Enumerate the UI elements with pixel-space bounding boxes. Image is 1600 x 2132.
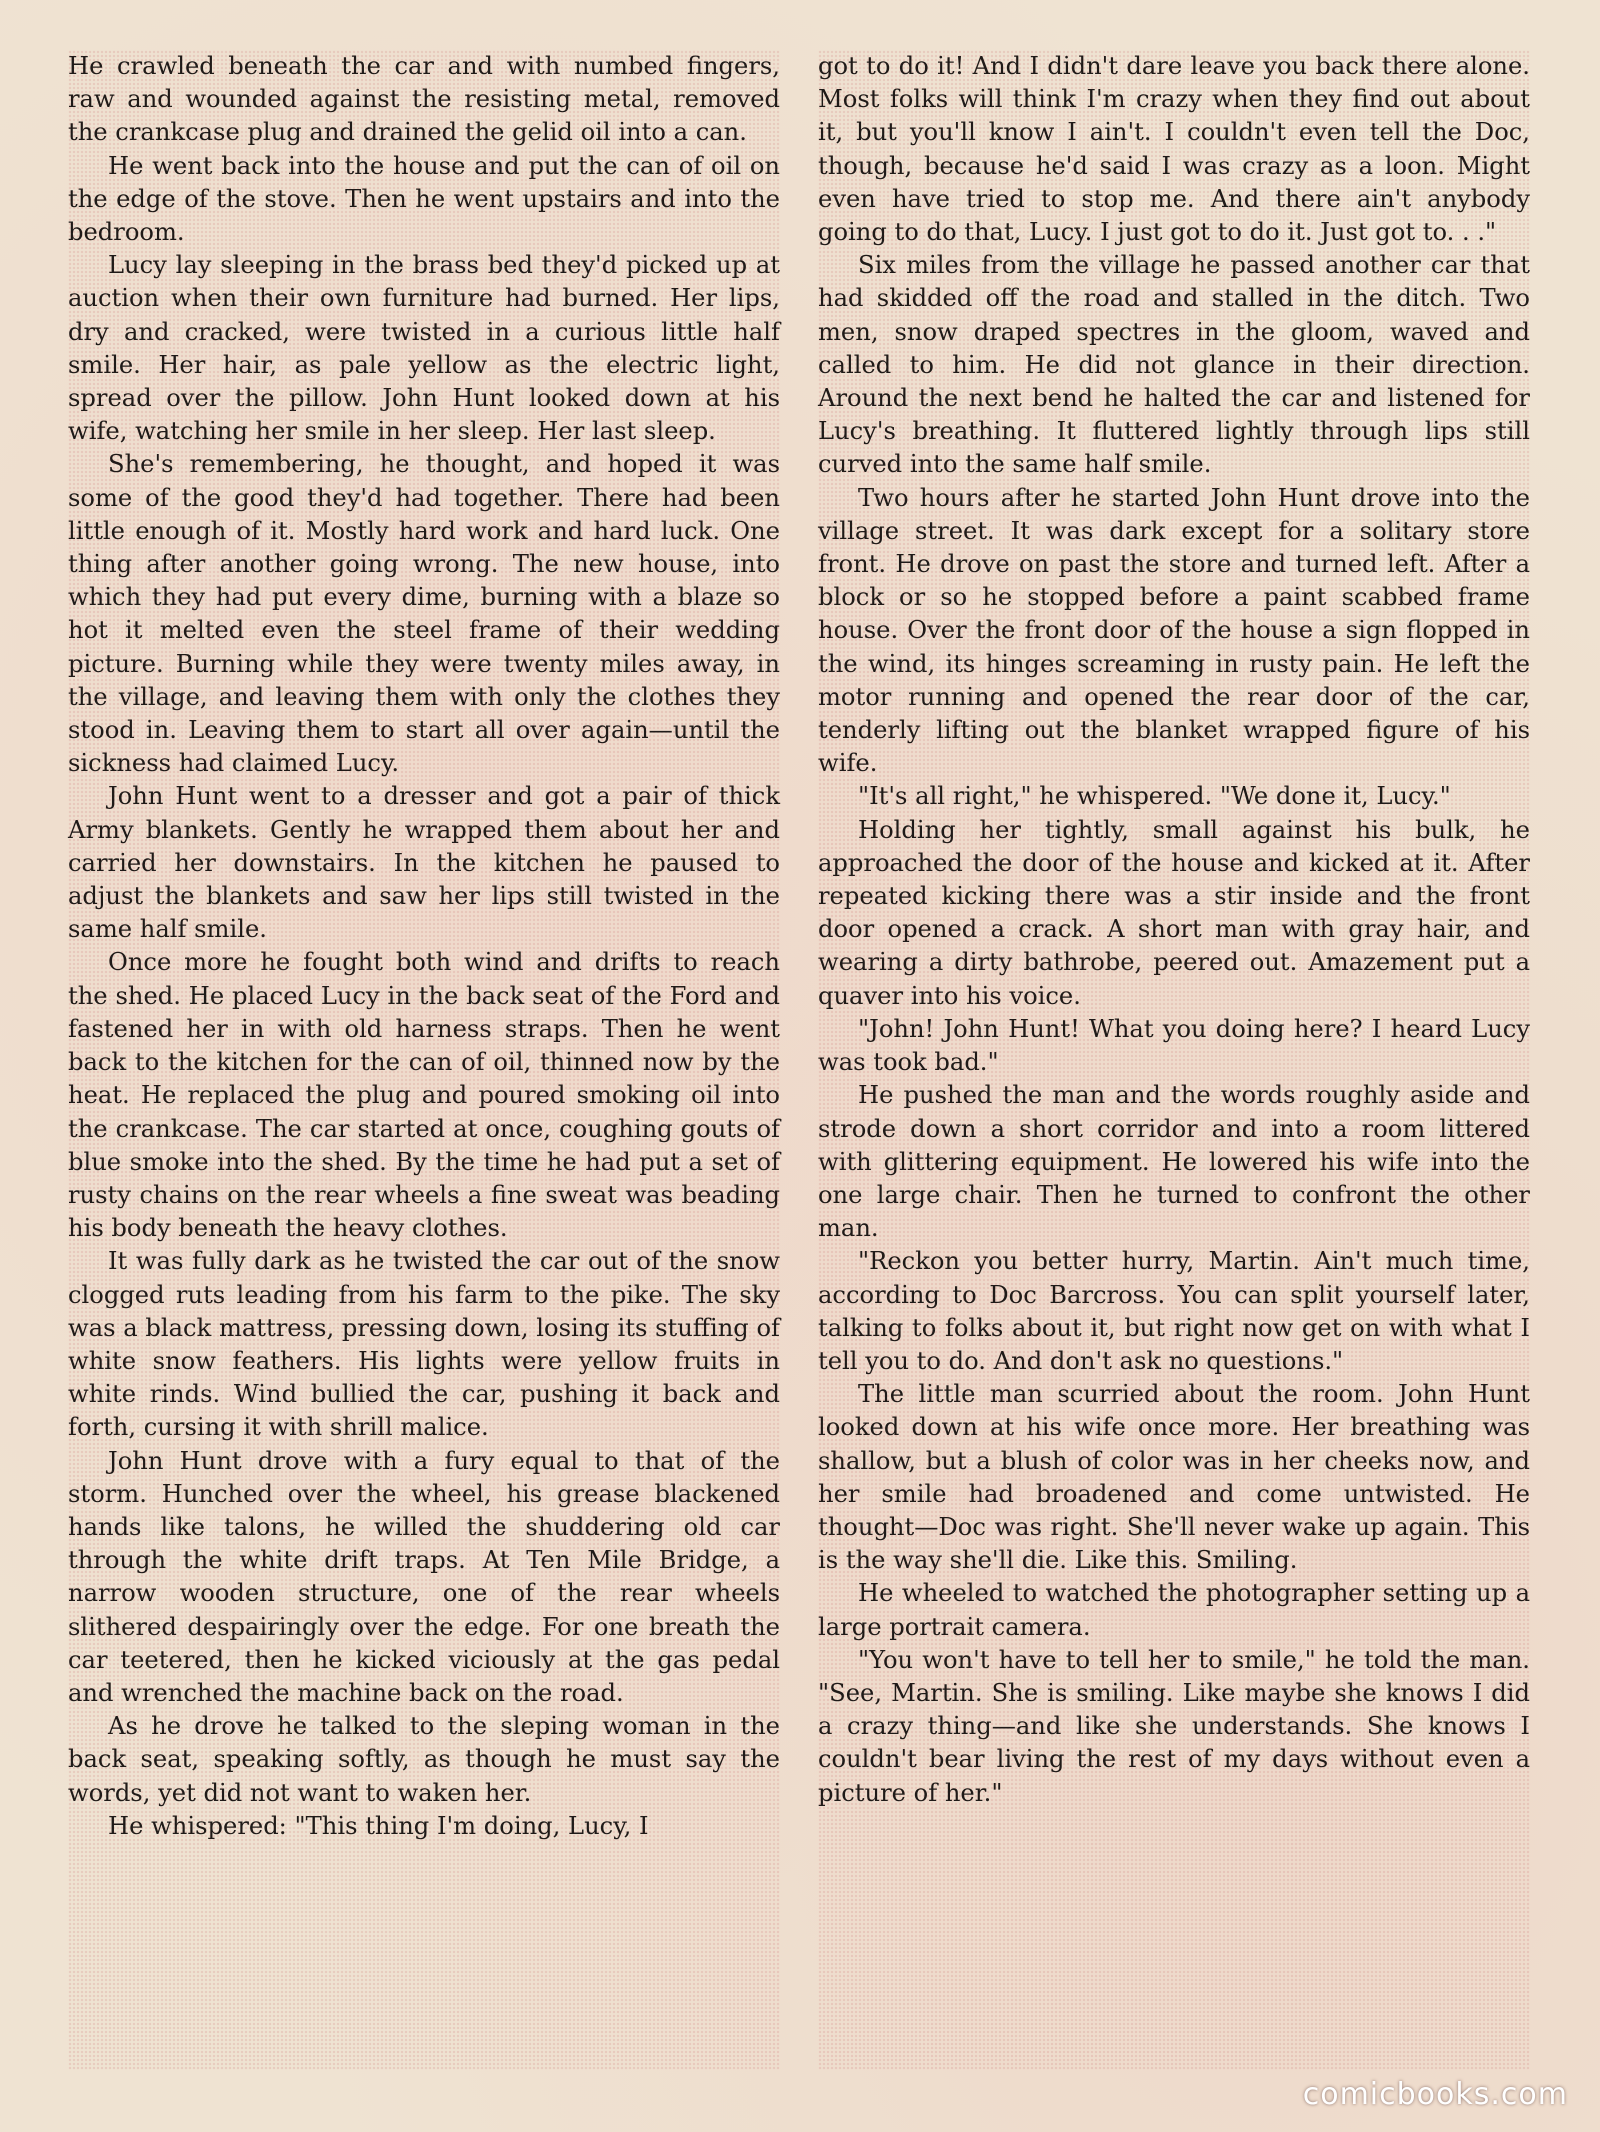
paragraph: He pushed the man and the words roughly aside and strode down a short corridor and into a room littered with glittering equipment. He lowered his wife into the one large chair. Then he turned to confront the other man. [818, 1081, 1530, 1243]
paragraph: John Hunt drove with a fury equal to that of the storm. Hunched over the wheel, his grease blackened hands like talons, he willed the shuddering old car through the white drift traps. At Ten Mile Bridge, a narrow wooden structure, one of the rear wheels slithered despairingly over the edge. For one breath the car teetered, then he kicked viciously at the gas pedal and wrenched the machine back on the road. [68, 1446, 780, 1707]
right-text-column [818, 50, 1530, 2070]
paragraph: Six miles from the village he passed another car that had skidded off the road and stalled in the ditch. Two men, snow draped spectres in the gloom, waved and called to him. He did not glance in their direction. Around the next bend he halted the car and listened for Lucy's breathing. It fluttered lightly through lips still curved into the same half smile. [818, 251, 1530, 479]
paragraph: She's remembering, he thought, and hoped it was some of the good they'd had together. There had been little enough of it. Mostly hard work and hard luck. One thing after another going wrong. The new house, into which they had put every dime, burning with a blaze so hot it melted even the steel frame of their wedding picture. Burning while they were twenty miles away, in the village, and leaving them with only the clothes they stood in. Leaving them to start all over again—until the sickness had claimed Lucy. [68, 450, 780, 778]
paragraph: "You won't have to tell her to smile," he told the man. "See, Martin. She is smiling. Like maybe she knows I did a crazy thing—and like she understands. She knows I couldn't bear living the rest of my days without even a picture of her." [818, 1645, 1530, 1807]
paragraph: He went back into the house and put the can of oil on the edge of the stove. Then he went upstairs and into the bedroom. [68, 151, 780, 247]
paragraph: got to do it! And I didn't dare leave you back there alone. Most folks will think I'm crazy when they find out about it, but you'll know I ain't. I couldn't even tell the Doc, though, because he'd said I was crazy as a loon. Might even have tried to stop me. And there ain't anybody going to do that, Lucy. I just got to do it. Just got to. . ." [818, 52, 1530, 247]
paragraph: He crawled beneath the car and with numbed fingers, raw and wounded against the resisting metal, removed the crankcase plug and drained the gelid oil into a can. [68, 52, 780, 147]
paragraph: The little man scurried about the room. John Hunt looked down at his wife once more. Her breathing was shallow, but a blush of color was in her cheeks now, and her smile had broadened and come untwisted. He thought—Doc was right. She'll never wake up again. This is the way she'll die. Like this. Smiling. [818, 1380, 1530, 1575]
paragraph: Holding her tightly, small against his bulk, he approached the door of the house and kicked at it. After repeated kicking there was a stir inside and the front door opened a crack. A short man with gray hair, and wearing a dirty bathrobe, peered out. Amazement put a quaver into his voice. [818, 815, 1530, 1010]
paragraph: "It's all right," he whispered. "We done it, Lucy." [858, 782, 1451, 811]
paragraph: "John! John Hunt! What you doing here? I heard Lucy was took bad." [818, 1014, 1530, 1077]
paragraph: Once more he fought both wind and drifts to reach the shed. He placed Lucy in the back seat of the Ford and fastened her in with old harness straps. Then he went back to the kitchen for the can of oil, thinned now by the heat. He replaced the plug and poured smoking oil into the crankcase. The car started at once, coughing gouts of blue smoke into the shed. By the time he had put a set of rusty chains on the rear wheels a fine sweat was beading his body beneath the heavy clothes. [68, 948, 780, 1243]
paragraph: Two hours after he started John Hunt drove into the village street. It was dark except for a solitary store front. He drove on past the store and turned left. After a block or so he stopped before a paint scabbed frame house. Over the front door of the house a sign flopped in the wind, its hinges screaming in rusty pain. He left the motor running and opened the rear door of the car, tenderly lifting out the blanket wrapped figure of his wife. [818, 483, 1530, 778]
site-watermark: comicbooks.com [1302, 2077, 1568, 2112]
paragraph: Lucy lay sleeping in the brass bed they'd picked up at auction when their own furniture had burned. Her lips, dry and cracked, were twisted in a curious little half smile. Her hair, as pale yellow as the electric light, spread over the pillow. John Hunt looked down at his wife, watching her smile in her sleep. Her last sleep. [68, 251, 780, 446]
left-text-column [68, 50, 780, 2070]
paragraph: He whispered: "This thing I'm doing, Lucy, I [108, 1811, 649, 1840]
paragraph: "Reckon you better hurry, Martin. Ain't much time, according to Doc Barcross. You can split yourself later, talking to folks about it, but right now get on with what I tell you to do. And don't ask no questions." [818, 1247, 1530, 1375]
paragraph: He wheeled to watched the photographer setting up a large portrait camera. [818, 1579, 1530, 1641]
paragraph: John Hunt went to a dresser and got a pair of thick Army blankets. Gently he wrapped them about her and carried her downstairs. In the kitchen he paused to adjust the blankets and saw her lips still twisted in the same half smile. [68, 782, 780, 944]
paragraph: As he drove he talked to the sleping woman in the back seat, speaking softly, as though he must say the words, yet did not want to waken her. [68, 1712, 780, 1807]
paragraph: It was fully dark as he twisted the car out of the snow clogged ruts leading from his farm to the pike. The sky was a black mattress, pressing down, losing its stuffing of white snow feathers. His lights were yellow fruits in white rinds. Wind bullied the car, pushing it back and forth, cursing it with shrill malice. [68, 1247, 780, 1442]
